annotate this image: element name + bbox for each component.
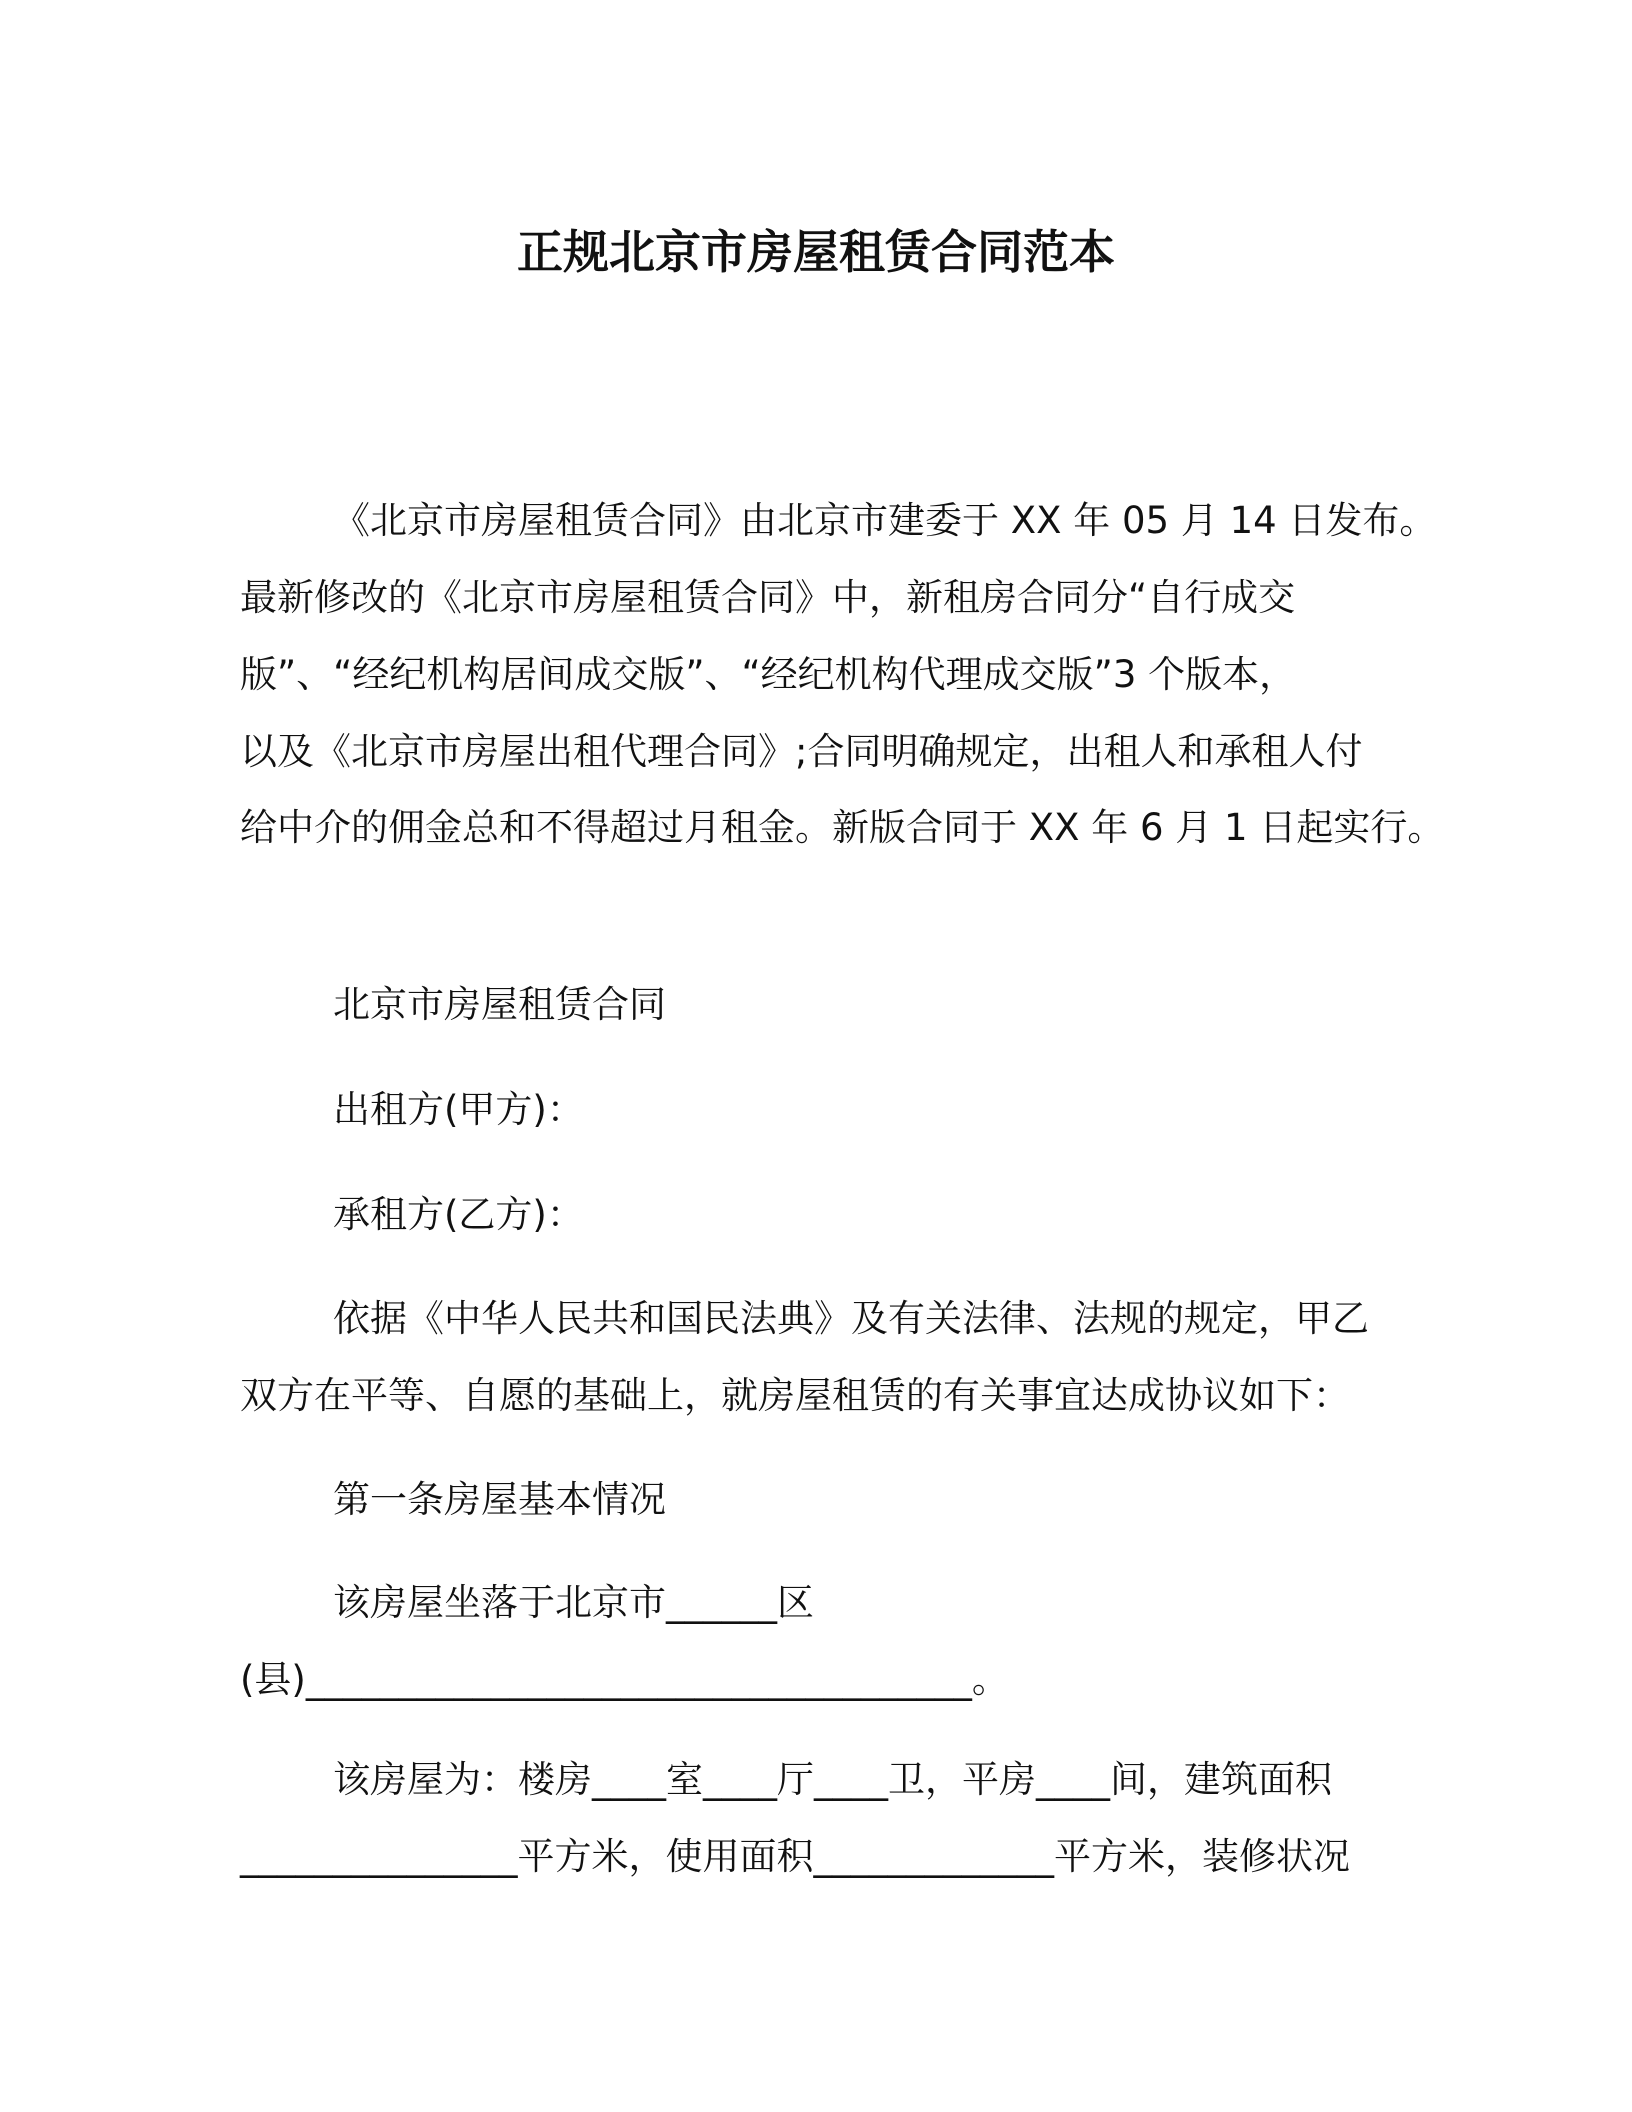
lessee-label: 承租方(乙方)：	[333, 1193, 584, 1236]
intro-line-4: 以及《北京市房屋出租代理合同》;合同明确规定，出租人和承租人付	[240, 730, 1363, 773]
basis-line-1: 依据《中华人民共和国民法典》及有关法律、法规的规定，甲乙	[333, 1297, 1369, 1340]
layout-line-2: _______________平方米，使用面积_____________平方米，装修状况	[240, 1835, 1350, 1878]
basis-line-2: 双方在平等、自愿的基础上，就房屋租赁的有关事宜达成协议如下：	[240, 1374, 1350, 1417]
lessor-label: 出租方(甲方)：	[333, 1088, 584, 1131]
article-one-heading: 第一条房屋基本情况	[333, 1478, 666, 1521]
contract-heading: 北京市房屋租赁合同	[333, 983, 666, 1026]
intro-line-1: 《北京市房屋租赁合同》由北京市建委于 XX 年 05 月 14 日发布。	[333, 499, 1437, 542]
intro-line-2: 最新修改的《北京市房屋租赁合同》中，新租房合同分“自行成交	[240, 576, 1296, 619]
intro-line-3: 版”、“经纪机构居间成交版”、“经纪机构代理成交版”3 个版本，	[240, 653, 1297, 696]
layout-line-1: 该房屋为：楼房____室____厅____卫，平房____间，建筑面积	[333, 1758, 1332, 1801]
location-line-1: 该房屋坐落于北京市______区	[333, 1581, 814, 1624]
location-line-2: (县)____________________________________。	[240, 1658, 1009, 1701]
document-title: 正规北京市房屋租赁合同范本	[517, 225, 1115, 279]
intro-line-5: 给中介的佣金总和不得超过月租金。新版合同于 XX 年 6 月 1 日起实行。	[240, 806, 1445, 849]
